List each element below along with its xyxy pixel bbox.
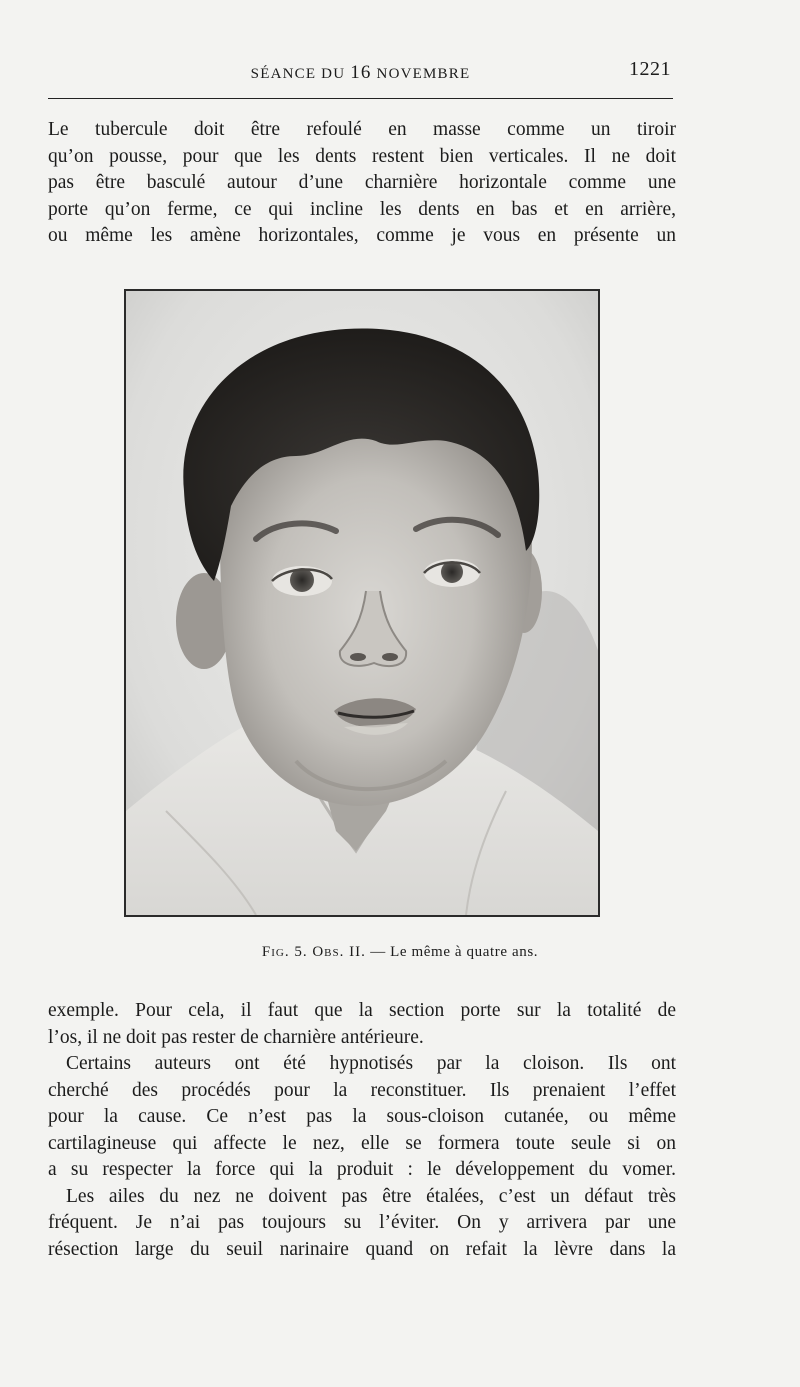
text-line: a su respecter la force qui la produit : le développement du vomer. [48,1159,676,1180]
running-title-post: NOVEMBRE [371,66,471,82]
right-eye [441,561,463,583]
text-line: cartilagineuse qui affecte le nez, elle se formera toute seule si on [48,1132,676,1154]
paragraph-bottom [48,998,676,1263]
running-head [48,58,673,84]
running-title-day: 16 [350,62,372,83]
text-line: Le tubercule doit être refoulé en masse comme un tiroir [48,119,676,140]
caption-text: — Le même à quatre ans. [365,944,539,960]
text-line: Certains auteurs ont été hypnotisés par la cloison. Ils ont [66,1053,676,1074]
child-portrait-photo [126,291,598,915]
text-line: cherché des procédés pour la reconstituer. Ils prenaient l’effet [48,1079,676,1101]
running-title-pre: SÉANCE DU [250,66,351,82]
text-line: l’os, il ne doit pas rester de charnière antérieure. [48,1026,424,1048]
caption-figure-label: Fig. 5. Obs. II. [261,944,366,960]
text-line: résection large du seuil narinaire quand on refait la lèvre dans la [48,1238,676,1260]
header-rule [48,98,673,99]
text-line: Les ailes du nez ne doivent pas être étalées, c’est un défaut très [66,1185,676,1207]
page-number: 1221 [629,58,671,80]
text-line: exemple. Pour cela, il faut que la section porte sur la totalité de [48,1000,676,1021]
text-line: ou même les amène horizontales, comme je vous en présente un [48,225,676,246]
figure-photograph [124,289,600,917]
text-line: porte qu’on ferme, ce qui incline les dents en bas et en arrière, [48,198,676,220]
text-line: qu’on pousse, pour que les dents restent bien verticales. Il ne doit [48,145,676,167]
text-line: pas être basculé autour d’une charnière horizontale comme une [48,172,676,193]
figure-caption [0,944,800,961]
paragraph-top [48,117,676,250]
text-line: fréquent. Je n’ai pas toujours su l’éviter. On y arrivera par une [48,1212,676,1233]
text-line: pour la cause. Ce n’est pas la sous-cloison cutanée, ou même [48,1106,676,1127]
running-title [48,62,673,84]
